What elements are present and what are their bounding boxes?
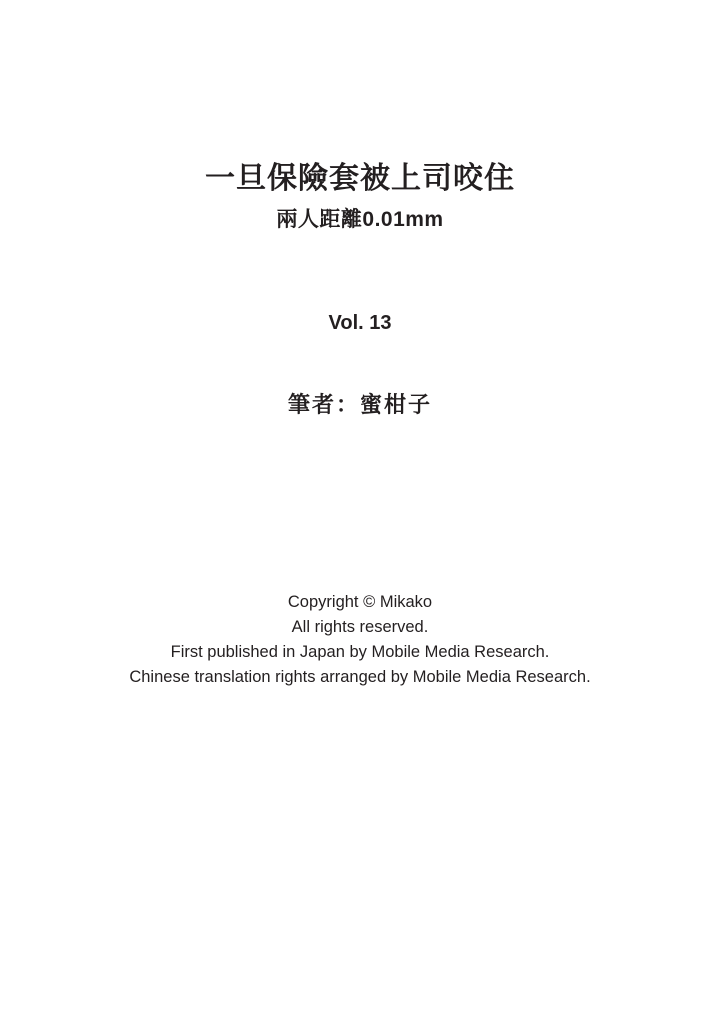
volume-label: Vol. 13 <box>328 312 392 334</box>
copyright-line-2: All rights reserved. <box>291 618 429 637</box>
page-title: 一旦保險套被上司咬住 <box>205 162 515 195</box>
copyright-line-1: Copyright © Mikako <box>287 593 433 611</box>
page-subtitle: 兩人距離0.01mm <box>276 207 444 231</box>
copyright-line-4: Chinese translation rights arranged by Mobile Media Research. <box>129 668 591 687</box>
copyright-block <box>0 590 720 690</box>
copyright-line-3: First published in Japan by Mobile Media Research. <box>170 643 550 662</box>
title-block <box>0 160 720 233</box>
author-label: 筆者：蜜柑子 <box>287 392 432 417</box>
